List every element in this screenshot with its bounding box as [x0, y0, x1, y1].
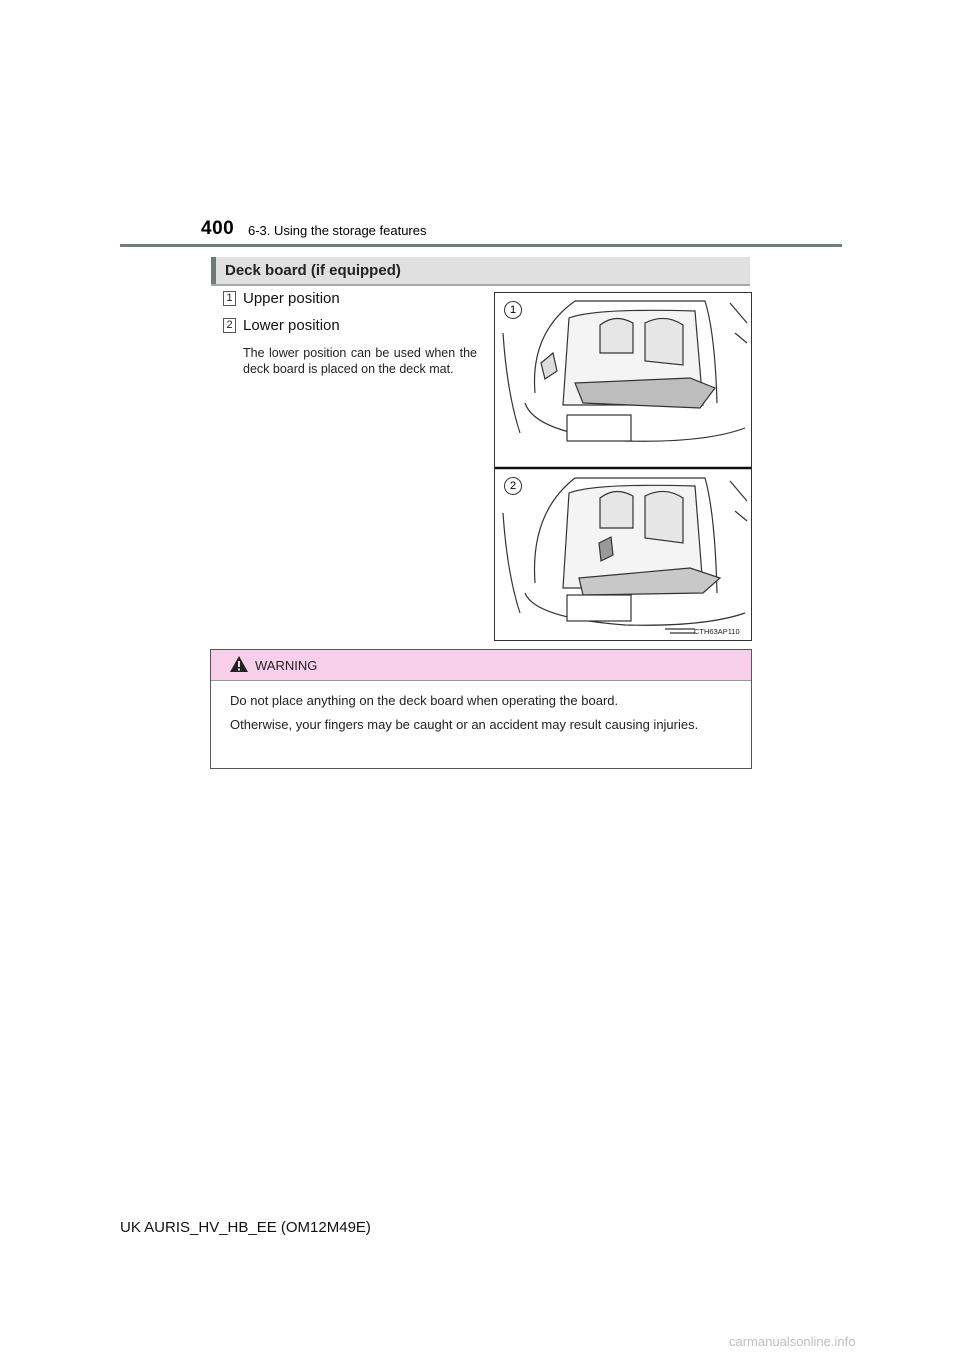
warning-header — [211, 650, 751, 681]
item-number-icon-1: 1 — [223, 291, 236, 306]
warning-box — [210, 649, 752, 769]
chapter-title: 6-3. Using the storage features — [248, 223, 427, 238]
section-title: Deck board (if equipped) — [225, 262, 401, 279]
watermark: carmanualsonline.info — [729, 1334, 856, 1349]
footer-model-code: UK AURIS_HV_HB_EE (OM12M49E) — [120, 1219, 371, 1236]
lower-position-illustration — [503, 478, 747, 633]
figure-callout-1: 1 — [504, 301, 522, 319]
warning-text-line2: Otherwise, your fingers may be caught or an accident may result causing injuries. — [230, 717, 699, 732]
warning-text-line1: Do not place anything on the deck board when operating the board. — [230, 693, 619, 708]
item-label-upper-position: Upper position — [243, 290, 340, 307]
section-heading-bar — [211, 257, 750, 286]
upper-position-illustration — [503, 301, 747, 441]
section-accent — [211, 257, 216, 284]
item-note: The lower position can be used when the deck board is placed on the deck mat. — [243, 346, 477, 376]
deck-board-illustration — [495, 293, 751, 640]
warning-triangle-icon — [229, 655, 249, 673]
item-number-icon-2: 2 — [223, 318, 236, 333]
figure-callout-2: 2 — [504, 477, 522, 495]
header-rule — [120, 244, 842, 247]
item-label-lower-position: Lower position — [243, 317, 340, 334]
warning-title: WARNING — [255, 658, 318, 673]
figure-code: CTH63AP110 — [694, 627, 740, 636]
page-number: 400 — [201, 218, 235, 239]
deck-board-figure — [494, 292, 752, 641]
